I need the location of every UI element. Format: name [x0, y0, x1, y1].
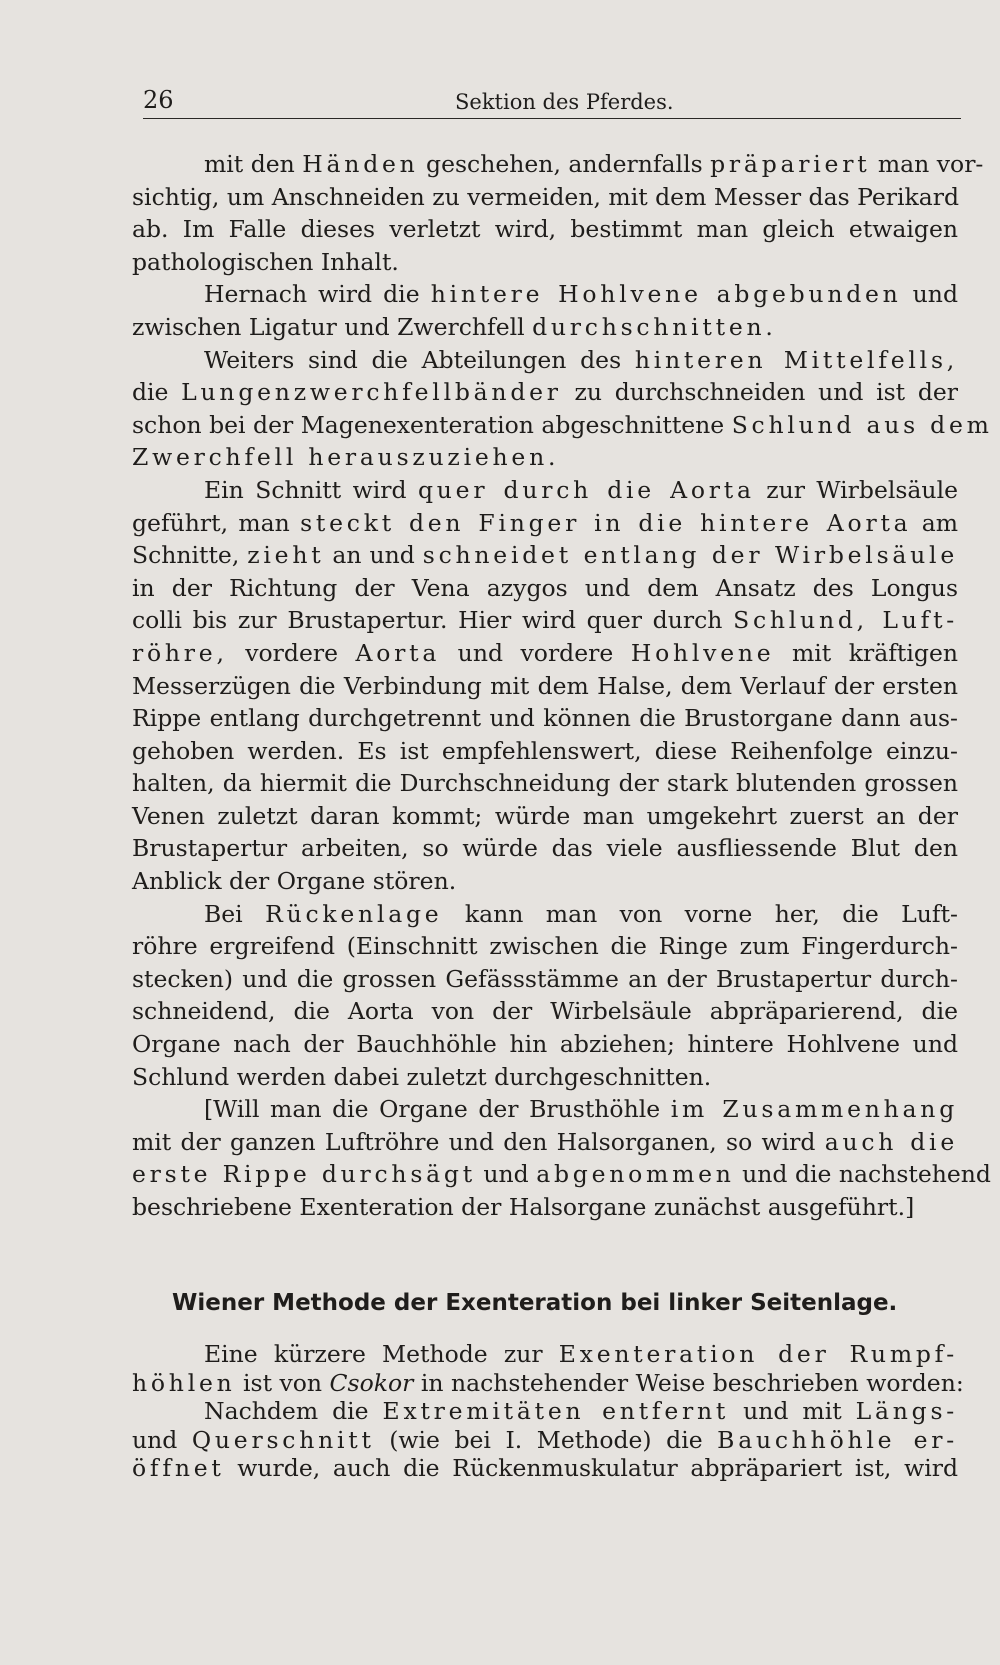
- text-run: Anblick der Organe stören.: [132, 867, 457, 896]
- spaced-text: Schlund, Luft-: [733, 606, 958, 635]
- spaced-text: Lungenzwerchfellbänder: [181, 378, 562, 407]
- spaced-text: hinteren Mittelfells,: [634, 345, 958, 374]
- text-run: Hernach wird die: [204, 280, 431, 309]
- text-line: [132, 1397, 958, 1426]
- text-run: und: [901, 280, 958, 309]
- text-line: [132, 278, 958, 311]
- spaced-text: Händen: [302, 150, 419, 178]
- text-run: Eine kürzere Methode zur: [204, 1340, 559, 1368]
- paragraph: [132, 344, 993, 474]
- paragraph: [132, 1093, 991, 1223]
- text-run: stecken) und die grossen Gefässstämme an der Brustapertur durch-: [132, 964, 958, 993]
- text-line: [132, 930, 958, 963]
- text-run: Schlund werden dabei zuletzt durchgeschnitten.: [132, 1062, 712, 1091]
- body-text-continued: [132, 1340, 964, 1483]
- spaced-text: im Zusammenhang: [670, 1095, 959, 1124]
- text-run: sichtig, um Anschneiden zu vermeiden, mit dem Messer das Perikard: [132, 182, 960, 211]
- text-run: wurde, auch die Rückenmuskulatur abpräpariert ist, wird: [224, 1454, 958, 1483]
- spaced-text: schneidet entlang der Wirbelsäule: [422, 541, 958, 570]
- paragraph: [132, 1397, 958, 1483]
- spaced-text: Extremitäten entfernt: [382, 1397, 730, 1426]
- spaced-text: abgenommen: [536, 1160, 735, 1189]
- spaced-text: zieht: [247, 541, 325, 570]
- text-run: Nachdem die: [204, 1397, 383, 1426]
- paragraph: [132, 1340, 964, 1397]
- section-heading: Wiener Methode der Exenteration bei linker Seitenlage.: [172, 1290, 898, 1316]
- text-run: zu durchschneiden und ist der: [561, 378, 959, 407]
- spaced-text: Bauchhöhle er-: [717, 1425, 958, 1454]
- text-line: [132, 1158, 991, 1191]
- spaced-text: röhre,: [132, 638, 228, 667]
- text-line: [132, 1426, 958, 1455]
- text-line: [132, 1061, 958, 1094]
- text-run: colli bis zur Brustapertur. Hier wird quer durch: [132, 606, 734, 635]
- text-line: [132, 181, 958, 214]
- spaced-text: steckt den Finger in die hintere Aorta: [300, 508, 912, 537]
- spaced-text: öffnet: [132, 1454, 225, 1483]
- text-run: und: [132, 1425, 192, 1454]
- spaced-text: hintere Hohlvene abgebunden: [430, 280, 902, 309]
- text-run: die: [132, 378, 182, 407]
- text-line: [132, 767, 958, 800]
- text-line: [132, 735, 958, 768]
- body-text: [132, 148, 993, 1224]
- text-line: [132, 1368, 964, 1398]
- text-run: Schnitte,: [132, 541, 248, 570]
- text-line: [132, 1126, 958, 1159]
- paragraph: [132, 898, 958, 1094]
- text-run: mit kräftigen: [774, 638, 958, 667]
- text-line: [132, 670, 958, 703]
- spaced-text: durchschnitten.: [532, 312, 777, 341]
- text-run: mit der ganzen Luftröhre und den Halsorganen, so wird: [132, 1127, 825, 1156]
- text-run: Messerzügen die Verbindung mit dem Halse, dem Verlauf der ersten: [132, 671, 958, 700]
- text-run: pathologischen Inhalt.: [132, 247, 399, 276]
- paragraph: [132, 474, 958, 898]
- text-line: [132, 1028, 958, 1061]
- italic-text: Csokor: [329, 1368, 414, 1397]
- text-run: Weiters sind die Abteilungen des: [204, 345, 635, 374]
- text-run: zwischen Ligatur und Zwerchfell: [132, 312, 533, 341]
- text-run: (wie bei I. Methode) die: [374, 1425, 718, 1454]
- text-run: ist von: [235, 1368, 330, 1397]
- text-line: [132, 474, 958, 507]
- spaced-text: präpariert: [710, 150, 871, 178]
- text-run: Rippe entlang durchgetrennt und können die Brustorgane dann aus-: [132, 704, 958, 733]
- text-run: und die nachstehend: [734, 1160, 991, 1189]
- paragraph: [132, 278, 958, 343]
- text-line: [132, 1093, 958, 1126]
- text-line: [132, 1191, 958, 1224]
- spaced-text: Längs-: [855, 1397, 958, 1426]
- text-run: [Will man die Organe der Brusthöhle: [204, 1095, 671, 1124]
- text-line: [132, 1454, 958, 1483]
- text-run: schneidend, die Aorta von der Wirbelsäule abpräparierend, die: [132, 997, 958, 1026]
- text-run: vordere: [227, 638, 356, 667]
- text-run: und mit: [729, 1397, 856, 1426]
- text-run: mit den: [204, 150, 303, 178]
- text-run: Organe nach der Bauchhöhle hin abziehen; hintere Hohlvene und: [132, 1030, 958, 1059]
- text-line: [132, 832, 958, 865]
- text-run: kann man von vorne her, die Luft-: [442, 899, 958, 928]
- spaced-text: Exenteration der Rumpf-: [558, 1340, 958, 1368]
- text-run: und: [475, 1160, 537, 1189]
- text-line: [132, 376, 958, 409]
- spaced-text: Hohlvene: [630, 638, 775, 667]
- text-run: geschehen, andernfalls: [418, 150, 711, 178]
- text-run: am: [911, 508, 959, 537]
- text-line: [132, 604, 958, 637]
- text-run: an und: [324, 541, 423, 570]
- text-run: und vordere: [440, 638, 631, 667]
- text-line: [132, 539, 958, 572]
- text-run: man vor-: [870, 150, 984, 178]
- running-head: Sektion des Pferdes.: [455, 90, 674, 114]
- spaced-text: Querschnitt: [191, 1425, 375, 1454]
- text-line: [132, 702, 958, 735]
- text-run: beschriebene Exenteration der Halsorgane zunächst ausgeführt.]: [132, 1193, 915, 1221]
- text-line: [132, 865, 958, 898]
- text-line: [132, 148, 984, 181]
- spaced-text: quer durch die Aorta: [417, 475, 755, 504]
- text-line: [132, 995, 958, 1028]
- text-line: [132, 213, 958, 246]
- text-line: [132, 507, 958, 540]
- page-header: [143, 84, 961, 119]
- paragraph: [132, 148, 984, 278]
- text-line: [132, 800, 958, 833]
- text-line: [132, 637, 958, 670]
- spaced-text: Rückenlage: [265, 899, 443, 928]
- text-run: Ein Schnitt wird: [204, 475, 418, 504]
- text-run: schon bei der Magenexenteration abgeschnittene: [132, 410, 732, 439]
- spaced-text: Schlund aus dem: [731, 410, 993, 439]
- spaced-text: Zwerchfell herauszuziehen.: [132, 443, 560, 472]
- text-run: röhre ergreifend (Einschnitt zwischen die Ringe zum Fingerdurch-: [132, 932, 958, 961]
- text-run: Bei: [204, 899, 266, 928]
- text-line: [132, 344, 958, 377]
- text-run: Brustapertur arbeiten, so würde das viele ausfliessende Blut den: [132, 834, 958, 863]
- text-run: in der Richtung der Vena azygos und dem Ansatz des Longus: [132, 573, 958, 602]
- text-run: ab. Im Falle dieses verletzt wird, bestimmt man gleich etwaigen: [132, 215, 958, 244]
- text-run: zur Wirbelsäule: [754, 475, 958, 504]
- spaced-text: höhlen: [132, 1368, 236, 1397]
- page-number: 26: [143, 86, 174, 114]
- text-run: gehoben werden. Es ist empfehlenswert, diese Reihenfolge einzu-: [132, 736, 958, 765]
- text-run: halten, da hiermit die Durchschneidung der stark blutenden grossen: [132, 769, 958, 798]
- spaced-text: erste Rippe durchsägt: [132, 1160, 476, 1189]
- text-run: geführt, man: [132, 508, 301, 537]
- text-line: [132, 572, 958, 605]
- text-line: [132, 409, 993, 442]
- text-run: Venen zuletzt daran kommt; würde man umgekehrt zuerst an der: [132, 801, 958, 830]
- text-line: [132, 898, 958, 931]
- text-line: [132, 311, 958, 344]
- spaced-text: Aorta: [355, 638, 441, 667]
- spaced-text: auch die: [824, 1127, 958, 1156]
- text-line: [132, 441, 958, 474]
- text-line: [132, 963, 958, 996]
- text-line: [132, 1340, 958, 1369]
- text-line: [132, 246, 958, 279]
- text-run: in nachstehender Weise beschrieben worden:: [413, 1368, 964, 1397]
